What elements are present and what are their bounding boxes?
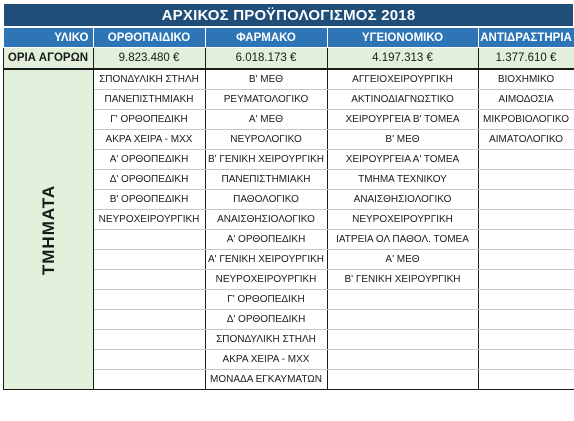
dept-cell-reagents <box>478 270 574 290</box>
dept-cell-pharma: ΑΚΡΑ ΧΕΙΡΑ - ΜΧΧ <box>205 350 327 370</box>
dept-cell-sanitary <box>327 330 478 350</box>
dept-cell-sanitary: Β' ΓΕΝΙΚΗ ΧΕΙΡΟΥΡΓΙΚΗ <box>327 270 478 290</box>
dept-cell-sanitary <box>327 350 478 370</box>
column-header-reagents: ΑΝΤΙΔΡΑΣΤΗΡΙΑ <box>478 27 574 48</box>
dept-cell-reagents <box>478 190 574 210</box>
dept-cell-sanitary: ΤΜΗΜΑ ΤΕΧΝΙΚΟΥ <box>327 170 478 190</box>
dept-cell-pharma: ΝΕΥΡΟΛΟΓΙΚΟ <box>205 130 327 150</box>
title-row <box>3 3 574 27</box>
dept-cell-orthopedic: ΝΕΥΡΟΧΕΙΡΟΥΡΓΙΚΗ <box>93 210 205 230</box>
dept-cell-pharma: ΜΟΝΑΔΑ ΕΓΚΑΥΜΑΤΩΝ <box>205 370 327 390</box>
dept-cell-pharma: ΑΝΑΙΣΘΗΣΙΟΛΟΓΙΚΟ <box>205 210 327 230</box>
dept-cell-orthopedic <box>93 310 205 330</box>
dept-cell-orthopedic: ΠΑΝΕΠΙΣΤΗΜΙΑΚΗ <box>93 90 205 110</box>
dept-cell-orthopedic: ΣΠΟΝΔΥΛΙΚΗ ΣΤΗΛΗ <box>93 69 205 90</box>
limits-row <box>3 48 574 70</box>
column-header-orthopedic: ΟΡΘΟΠΑΙΔΙΚΟ <box>93 27 205 48</box>
dept-cell-reagents <box>478 350 574 370</box>
dept-cell-sanitary: ΧΕΙΡΟΥΡΓΕΙΑ Α' ΤΟΜΕΑ <box>327 150 478 170</box>
header-row <box>3 27 574 48</box>
limits-label: ΟΡΙΑ ΑΓΟΡΩΝ <box>3 48 93 70</box>
dept-cell-reagents <box>478 250 574 270</box>
dept-cell-sanitary: ΑΓΓΕΙΟΧΕΙΡΟΥΡΓΙΚΗ <box>327 69 478 90</box>
dept-cell-sanitary <box>327 290 478 310</box>
dept-cell-orthopedic <box>93 330 205 350</box>
dept-cell-reagents <box>478 370 574 390</box>
table-row <box>3 69 574 90</box>
dept-cell-sanitary: ΑΚΤΙΝΟΔΙΑΓΝΩΣΤΙΚΟ <box>327 90 478 110</box>
dept-cell-reagents: ΜΙΚΡΟΒΙΟΛΟΓΙΚΟ <box>478 110 574 130</box>
dept-cell-pharma: ΝΕΥΡΟΧΕΙΡΟΥΡΓΙΚΗ <box>205 270 327 290</box>
dept-cell-reagents <box>478 150 574 170</box>
dept-cell-sanitary <box>327 310 478 330</box>
dept-cell-pharma: Α' ΟΡΘΟΠΕΔΙΚΗ <box>205 230 327 250</box>
dept-cell-pharma: ΠΑΝΕΠΙΣΤΗΜΙΑΚΗ <box>205 170 327 190</box>
limit-reagents: 1.377.610 € <box>478 48 574 70</box>
dept-cell-orthopedic: Β' ΟΡΘΟΠΕΔΙΚΗ <box>93 190 205 210</box>
dept-cell-sanitary: Β' ΜΕΘ <box>327 130 478 150</box>
limit-pharma: 6.018.173 € <box>205 48 327 70</box>
dept-cell-reagents <box>478 310 574 330</box>
dept-cell-orthopedic: Α' ΟΡΘΟΠΕΔΙΚΗ <box>93 150 205 170</box>
dept-cell-pharma: Α' ΓΕΝΙΚΗ ΧΕΙΡΟΥΡΓΙΚΗ <box>205 250 327 270</box>
dept-cell-orthopedic <box>93 370 205 390</box>
dept-cell-orthopedic: Γ' ΟΡΘΟΠΕΔΙΚΗ <box>93 110 205 130</box>
column-header-pharma: ΦΑΡΜΑΚΟ <box>205 27 327 48</box>
dept-cell-sanitary: ΑΝΑΙΣΘΗΣΙΟΛΟΓΙΚΟ <box>327 190 478 210</box>
dept-cell-orthopedic: Δ' ΟΡΘΟΠΕΔΙΚΗ <box>93 170 205 190</box>
dept-cell-sanitary: ΝΕΥΡΟΧΕΙΡΟΥΡΓΙΚΗ <box>327 210 478 230</box>
dept-cell-orthopedic <box>93 350 205 370</box>
dept-cell-reagents <box>478 290 574 310</box>
dept-cell-sanitary <box>327 370 478 390</box>
dept-cell-pharma: ΠΑΘΟΛΟΓΙΚΟ <box>205 190 327 210</box>
dept-cell-pharma: ΣΠΟΝΔΥΛΙΚΗ ΣΤΗΛΗ <box>205 330 327 350</box>
dept-cell-sanitary: ΧΕΙΡΟΥΡΓΕΙΑ Β' ΤΟΜΕΑ <box>327 110 478 130</box>
limit-orthopedic: 9.823.480 € <box>93 48 205 70</box>
sheet-title: ΑΡΧΙΚΟΣ ΠΡΟΫΠΟΛΟΓΙΣΜΟΣ 2018 <box>3 3 574 27</box>
dept-cell-pharma: Β' ΓΕΝΙΚΗ ΧΕΙΡΟΥΡΓΙΚΗ <box>205 150 327 170</box>
departments-label-cell <box>3 69 93 390</box>
dept-cell-reagents <box>478 230 574 250</box>
dept-cell-pharma: Α' ΜΕΘ <box>205 110 327 130</box>
dept-cell-orthopedic <box>93 230 205 250</box>
column-header-sanitary: ΥΓΕΙΟΝΟΜΙΚΟ <box>327 27 478 48</box>
dept-cell-pharma: ΡΕΥΜΑΤΟΛΟΓΙΚΟ <box>205 90 327 110</box>
dept-cell-pharma: Δ' ΟΡΘΟΠΕΔΙΚΗ <box>205 310 327 330</box>
dept-cell-reagents <box>478 210 574 230</box>
header-label: ΥΛΙΚΟ <box>3 27 93 48</box>
dept-cell-sanitary: Α' ΜΕΘ <box>327 250 478 270</box>
dept-cell-reagents: ΑΙΜΟΔΟΣΙΑ <box>478 90 574 110</box>
departments-label: ΤΜΗΜΑΤΑ <box>38 184 58 275</box>
dept-cell-orthopedic <box>93 250 205 270</box>
dept-cell-reagents <box>478 330 574 350</box>
dept-cell-orthopedic <box>93 270 205 290</box>
dept-cell-reagents <box>478 170 574 190</box>
dept-cell-orthopedic: ΑΚΡΑ ΧΕΙΡΑ - ΜΧΧ <box>93 130 205 150</box>
budget-table <box>2 2 574 390</box>
dept-cell-pharma: Β' ΜΕΘ <box>205 69 327 90</box>
dept-cell-pharma: Γ' ΟΡΘΟΠΕΔΙΚΗ <box>205 290 327 310</box>
dept-cell-sanitary: ΙΑΤΡΕΙΑ ΟΛ ΠΑΘΟΛ. ΤΟΜΕΑ <box>327 230 478 250</box>
dept-cell-orthopedic <box>93 290 205 310</box>
dept-cell-reagents: ΒΙΟΧΗΜΙΚΟ <box>478 69 574 90</box>
limit-sanitary: 4.197.313 € <box>327 48 478 70</box>
dept-cell-reagents: ΑΙΜΑΤΟΛΟΓΙΚΟ <box>478 130 574 150</box>
